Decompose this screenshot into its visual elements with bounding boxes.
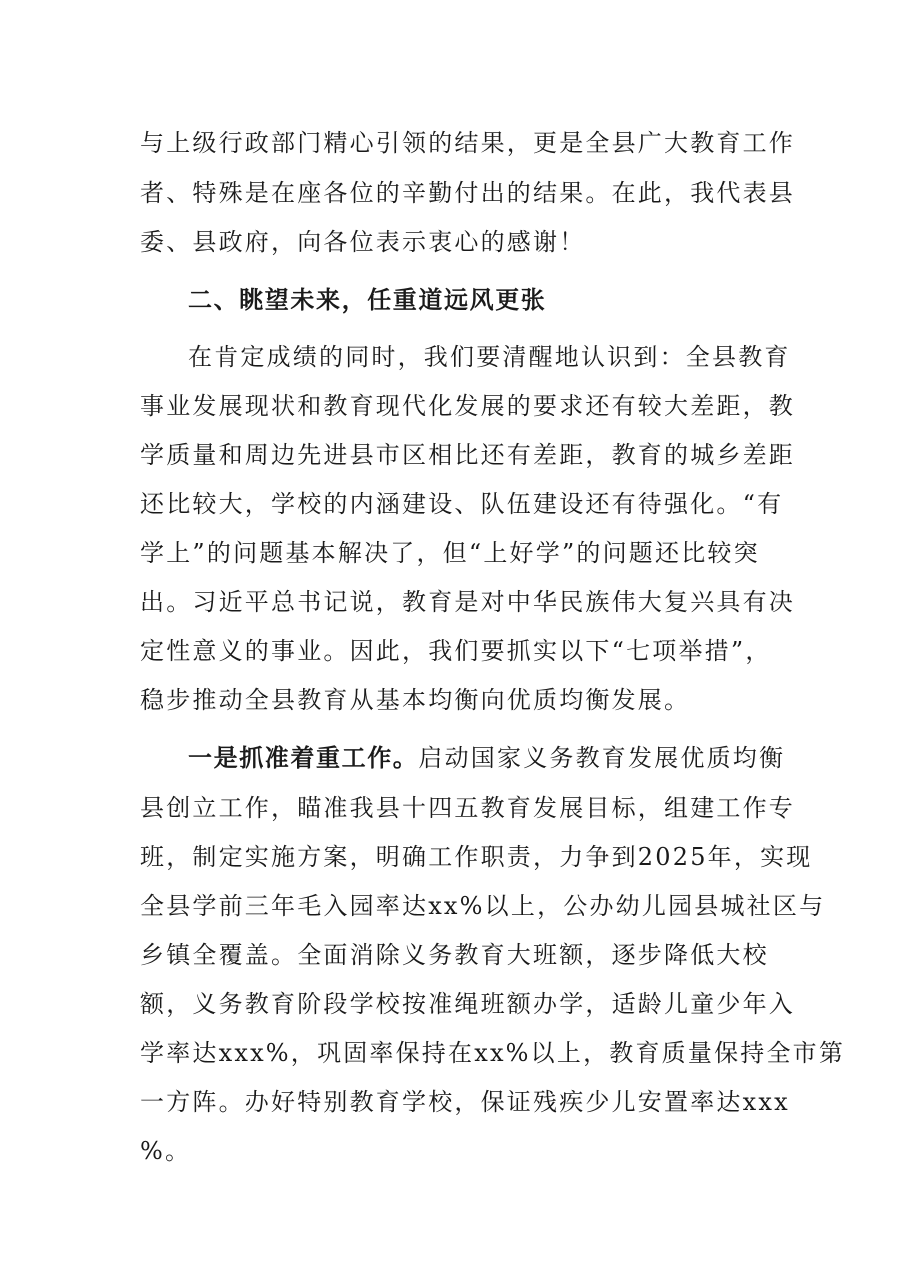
paragraph-line: 与上级行政部门精心引领的结果，更是全县广大教育工作 (140, 129, 795, 157)
paragraph-line: 乡镇全覆盖。全面消除义务教育大班额，逐步降低大校 (140, 941, 769, 969)
paragraph-line: 学率达xxx%，巩固率保持在xx%以上，教育质量保持全市第 (140, 1039, 846, 1067)
paragraph-line: 还比较大，学校的内涵建设、队伍建设还有待强化。“有 (140, 490, 784, 518)
paragraph-line: 额，义务教育阶段学校按准绳班额办学，适龄儿童少年入 (140, 990, 795, 1018)
paragraph-line: 县创立工作，瞄准我县十四五教育发展目标，组建工作专 (140, 794, 795, 822)
paragraph-line: 稳步推动全县教育从基本均衡向优质均衡发展。 (140, 686, 691, 714)
paragraph-line: 全县学前三年毛入园率达xx%以上，公办幼儿园县城社区与 (140, 892, 826, 920)
paragraph-line: 者、特殊是在座各位的辛勤付出的结果。在此，我代表县 (140, 179, 795, 207)
paragraph-line: 事业发展现状和教育现代化发展的要求还有较大差距，教 (140, 392, 795, 420)
paragraph-line: 学上”的问题基本解决了，但“上好学”的问题还比较突 (140, 539, 760, 567)
paragraph-line: 定性意义的事业。因此，我们要抓实以下“七项举措”， (140, 637, 772, 665)
paragraph-lead-bold: 一是抓准着重工作。 (188, 744, 419, 772)
paragraph-line: 班，制定实施方案，明确工作职责，力争到2025年，实现 (140, 843, 813, 871)
paragraph-line: 出。习近平总书记说，教育是对中华民族伟大复兴具有决 (140, 588, 795, 616)
paragraph-line: 一方阵。办好特别教育学校，保证残疾少儿安置率达xxx (140, 1088, 790, 1116)
paragraph-line: 学质量和周边先进县市区相比还有差距，教育的城乡差距 (140, 441, 795, 469)
paragraph-first-line (188, 743, 785, 773)
paragraph-line: 委、县政府，向各位表示衷心的感谢！ (140, 228, 586, 256)
section-heading: 二、眺望未来，任重道远风更张 (188, 286, 547, 314)
paragraph-line: %。 (140, 1137, 192, 1165)
paragraph-line: 在肯定成绩的同时，我们要清醒地认识到：全县教育 (188, 343, 791, 371)
paragraph-text: 启动国家义务教育发展优质均衡 (418, 744, 786, 772)
